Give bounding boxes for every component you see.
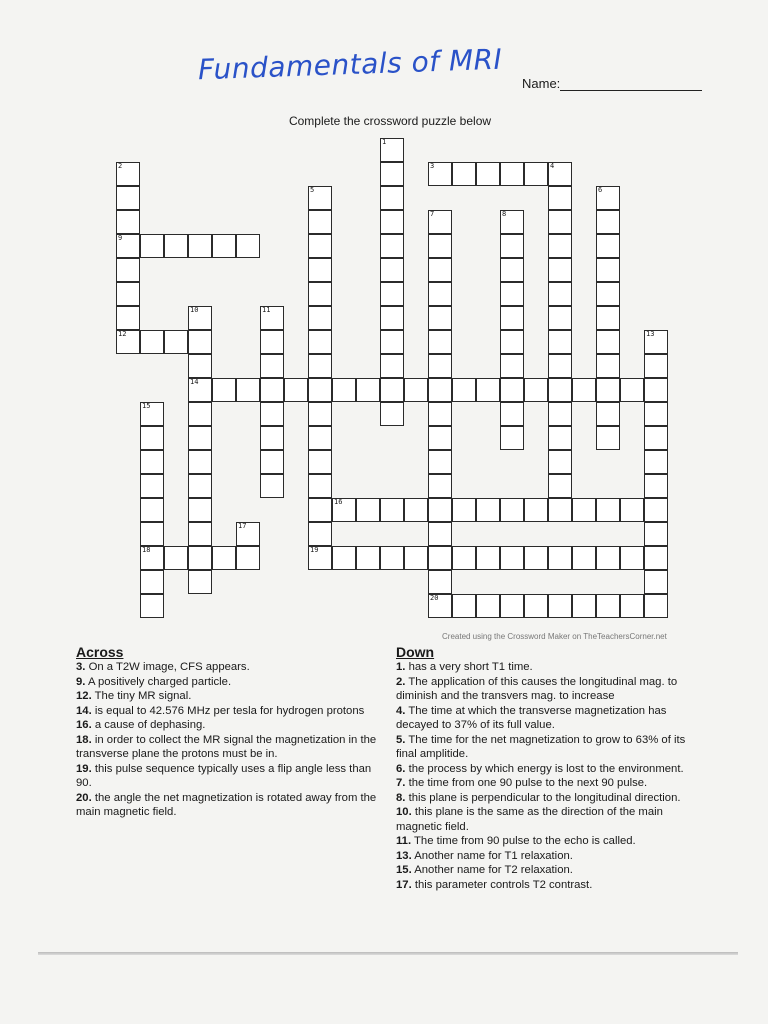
crossword-cell[interactable] bbox=[596, 378, 620, 402]
across-clue bbox=[76, 791, 388, 820]
crossword-cell[interactable] bbox=[572, 378, 596, 402]
down-clue bbox=[396, 660, 706, 675]
crossword-cell[interactable] bbox=[380, 282, 404, 306]
clue-number: 20 bbox=[430, 594, 439, 602]
crossword-cell[interactable] bbox=[380, 138, 404, 162]
crossword-cell[interactable] bbox=[164, 330, 188, 354]
crossword-cell[interactable] bbox=[548, 330, 572, 354]
crossword-cell[interactable] bbox=[644, 546, 668, 570]
clue-number: 8 bbox=[502, 210, 507, 218]
crossword-cell[interactable] bbox=[332, 546, 356, 570]
crossword-cell[interactable] bbox=[116, 258, 140, 282]
crossword-cell[interactable] bbox=[380, 234, 404, 258]
clue-number: 16 bbox=[334, 498, 343, 506]
crossword-cell[interactable] bbox=[164, 234, 188, 258]
clue-text: this plane is perpendicular to the longitudinal direction. bbox=[408, 791, 681, 804]
clue-text: this parameter controls T2 contrast. bbox=[414, 878, 593, 891]
crossword-cell[interactable] bbox=[380, 330, 404, 354]
crossword-cell[interactable] bbox=[308, 210, 332, 234]
crossword-cell[interactable] bbox=[428, 594, 452, 618]
across-clue bbox=[76, 675, 388, 690]
crossword-cell[interactable] bbox=[500, 330, 524, 354]
across-heading: Across bbox=[76, 644, 124, 660]
clue-number: 6. bbox=[396, 762, 406, 775]
crossword-cell[interactable] bbox=[188, 546, 212, 570]
crossword-cell[interactable] bbox=[380, 402, 404, 426]
crossword-cell[interactable] bbox=[428, 210, 452, 234]
crossword-cell[interactable] bbox=[260, 378, 284, 402]
crossword-cell[interactable] bbox=[116, 330, 140, 354]
crossword-cell[interactable] bbox=[500, 282, 524, 306]
crossword-cell[interactable] bbox=[140, 474, 164, 498]
down-clue bbox=[396, 675, 706, 704]
clue-number: 12. bbox=[76, 690, 92, 702]
clue-text: The time from 90 pulse to the echo is called. bbox=[414, 835, 636, 847]
crossword-cell[interactable] bbox=[308, 282, 332, 306]
down-clue bbox=[396, 791, 706, 806]
crossword-cell[interactable] bbox=[596, 282, 620, 306]
crossword-cell[interactable] bbox=[188, 522, 212, 546]
crossword-cell[interactable] bbox=[428, 330, 452, 354]
clue-number: 14 bbox=[190, 378, 199, 386]
clue-number: 9. bbox=[76, 675, 86, 688]
crossword-cell[interactable] bbox=[404, 498, 428, 522]
crossword-cell[interactable] bbox=[140, 450, 164, 474]
crossword-cell[interactable] bbox=[260, 306, 284, 330]
crossword-cell[interactable] bbox=[308, 522, 332, 546]
crossword-cell[interactable] bbox=[140, 594, 164, 618]
crossword-cell[interactable] bbox=[644, 570, 668, 594]
crossword-cell[interactable] bbox=[596, 306, 620, 330]
name-label: Name: bbox=[522, 76, 561, 91]
crossword-cell[interactable] bbox=[188, 306, 212, 330]
page-divider bbox=[38, 952, 738, 955]
crossword-cell[interactable] bbox=[428, 474, 452, 498]
crossword-cell[interactable] bbox=[188, 498, 212, 522]
crossword-cell[interactable] bbox=[188, 354, 212, 378]
crossword-cell[interactable] bbox=[548, 450, 572, 474]
clue-number: 10 bbox=[190, 306, 199, 314]
clue-number: 14. bbox=[76, 704, 92, 717]
crossword-cell[interactable] bbox=[332, 498, 356, 522]
crossword-cell[interactable] bbox=[404, 378, 428, 402]
crossword-cell[interactable] bbox=[308, 546, 332, 570]
clue-text: the process by which energy is lost to the environment. bbox=[408, 762, 684, 775]
crossword-cell[interactable] bbox=[356, 378, 380, 402]
crossword-cell[interactable] bbox=[644, 594, 668, 618]
crossword-cell[interactable] bbox=[596, 330, 620, 354]
clue-number: 18. bbox=[76, 733, 92, 746]
crossword-cell[interactable] bbox=[476, 162, 500, 186]
clue-number: 2 bbox=[118, 162, 123, 170]
down-clue bbox=[396, 849, 706, 864]
crossword-cell[interactable] bbox=[428, 426, 452, 450]
clue-number: 7. bbox=[396, 777, 406, 789]
clue-number: 19 bbox=[310, 546, 319, 554]
crossword-cell[interactable] bbox=[308, 186, 332, 210]
crossword-cell[interactable] bbox=[428, 282, 452, 306]
crossword-cell[interactable] bbox=[620, 594, 644, 618]
crossword-cell[interactable] bbox=[500, 402, 524, 426]
down-clue bbox=[396, 834, 706, 849]
clue-number: 7 bbox=[430, 210, 435, 218]
crossword-cell[interactable] bbox=[380, 354, 404, 378]
crossword-cell[interactable] bbox=[644, 378, 668, 402]
crossword-cell[interactable] bbox=[524, 378, 548, 402]
crossword-cell[interactable] bbox=[380, 162, 404, 186]
crossword-cell[interactable] bbox=[548, 282, 572, 306]
crossword-cell[interactable] bbox=[596, 258, 620, 282]
crossword-cell[interactable] bbox=[524, 594, 548, 618]
crossword-cell[interactable] bbox=[308, 378, 332, 402]
clue-number: 8. bbox=[396, 791, 406, 804]
crossword-cell[interactable] bbox=[596, 210, 620, 234]
crossword-cell[interactable] bbox=[452, 546, 476, 570]
clue-text: a cause of dephasing. bbox=[94, 719, 206, 731]
crossword-cell[interactable] bbox=[188, 378, 212, 402]
clue-number: 16. bbox=[76, 719, 92, 731]
clue-text: The time for the net magnetization to grow to 63% of its final amplitide. bbox=[396, 733, 686, 760]
crossword-cell[interactable] bbox=[380, 498, 404, 522]
crossword-cell[interactable] bbox=[260, 450, 284, 474]
down-clue bbox=[396, 733, 706, 762]
crossword-cell[interactable] bbox=[140, 570, 164, 594]
crossword-cell[interactable] bbox=[260, 330, 284, 354]
crossword-cell[interactable] bbox=[596, 234, 620, 258]
crossword-cell[interactable] bbox=[116, 162, 140, 186]
credit-text: Created using the Crossword Maker on TheTeachersCorner.net bbox=[442, 632, 667, 641]
crossword-cell[interactable] bbox=[236, 522, 260, 546]
crossword-cell[interactable] bbox=[548, 378, 572, 402]
crossword-cell[interactable] bbox=[596, 186, 620, 210]
crossword-cell[interactable] bbox=[548, 474, 572, 498]
crossword-cell[interactable] bbox=[500, 498, 524, 522]
crossword-cell[interactable] bbox=[116, 282, 140, 306]
across-clue bbox=[76, 660, 388, 675]
clue-number: 13 bbox=[646, 330, 655, 338]
crossword-cell[interactable] bbox=[428, 258, 452, 282]
clue-number: 2. bbox=[396, 675, 406, 688]
crossword-cell[interactable] bbox=[164, 546, 188, 570]
crossword-cell[interactable] bbox=[452, 498, 476, 522]
clue-text: has a very short T1 time. bbox=[408, 661, 533, 673]
down-clue bbox=[396, 805, 706, 834]
crossword-cell[interactable] bbox=[308, 498, 332, 522]
crossword-cell[interactable] bbox=[140, 426, 164, 450]
crossword-cell[interactable] bbox=[596, 402, 620, 426]
crossword-cell[interactable] bbox=[284, 378, 308, 402]
crossword-cell[interactable] bbox=[596, 546, 620, 570]
crossword-cell[interactable] bbox=[116, 306, 140, 330]
crossword-cell[interactable] bbox=[188, 330, 212, 354]
crossword-cell[interactable] bbox=[356, 546, 380, 570]
down-clue bbox=[396, 863, 706, 878]
crossword-cell[interactable] bbox=[188, 426, 212, 450]
across-clue bbox=[76, 718, 388, 733]
crossword-cell[interactable] bbox=[308, 450, 332, 474]
crossword-cell[interactable] bbox=[620, 498, 644, 522]
clue-number: 5. bbox=[396, 733, 406, 746]
crossword-cell[interactable] bbox=[548, 306, 572, 330]
crossword-cell[interactable] bbox=[356, 498, 380, 522]
crossword-cell[interactable] bbox=[188, 234, 212, 258]
crossword-cell[interactable] bbox=[212, 378, 236, 402]
crossword-cell[interactable] bbox=[308, 306, 332, 330]
down-clue-list bbox=[396, 660, 706, 892]
crossword-cell[interactable] bbox=[428, 306, 452, 330]
crossword-cell[interactable] bbox=[572, 594, 596, 618]
crossword-cell[interactable] bbox=[428, 402, 452, 426]
crossword-cell[interactable] bbox=[644, 402, 668, 426]
crossword-cell[interactable] bbox=[500, 234, 524, 258]
clue-number: 11. bbox=[396, 835, 412, 847]
across-clue bbox=[76, 762, 388, 791]
crossword-cell[interactable] bbox=[524, 498, 548, 522]
crossword-cell[interactable] bbox=[236, 378, 260, 402]
crossword-cell[interactable] bbox=[140, 402, 164, 426]
crossword-cell[interactable] bbox=[116, 186, 140, 210]
clue-text: this plane is the same as the direction of the main magnetic field. bbox=[396, 806, 663, 833]
crossword-cell[interactable] bbox=[260, 426, 284, 450]
crossword-cell[interactable] bbox=[500, 426, 524, 450]
crossword-cell[interactable] bbox=[308, 354, 332, 378]
across-clue bbox=[76, 689, 388, 704]
clue-number: 4 bbox=[550, 162, 555, 170]
crossword-cell[interactable] bbox=[140, 546, 164, 570]
clue-number: 4. bbox=[396, 704, 406, 717]
crossword-cell[interactable] bbox=[548, 426, 572, 450]
crossword-cell[interactable] bbox=[596, 594, 620, 618]
crossword-cell[interactable] bbox=[308, 402, 332, 426]
across-clue bbox=[76, 704, 388, 719]
crossword-cell[interactable] bbox=[140, 330, 164, 354]
clue-number: 9 bbox=[118, 234, 123, 242]
down-clue bbox=[396, 704, 706, 733]
down-clue bbox=[396, 776, 706, 791]
clue-number: 15 bbox=[142, 402, 151, 410]
clue-number: 12 bbox=[118, 330, 127, 338]
clue-text: the angle the net magnetization is rotated away from the main magnetic field. bbox=[76, 791, 377, 818]
clue-number: 19. bbox=[76, 762, 92, 775]
clue-text: is equal to 42.576 MHz per tesla for hydrogen protons bbox=[94, 704, 365, 717]
clue-text: in order to collect the MR signal the magnetization in the transverse plane the protons must be in. bbox=[76, 733, 377, 760]
crossword-cell[interactable] bbox=[476, 546, 500, 570]
crossword-cell[interactable] bbox=[500, 162, 524, 186]
crossword-cell[interactable] bbox=[260, 402, 284, 426]
crossword-cell[interactable] bbox=[308, 258, 332, 282]
crossword-cell[interactable] bbox=[380, 378, 404, 402]
crossword-cell[interactable] bbox=[500, 546, 524, 570]
clue-number: 17 bbox=[238, 522, 247, 530]
clue-number: 20. bbox=[76, 791, 92, 804]
crossword-cell[interactable] bbox=[260, 354, 284, 378]
crossword-cell[interactable] bbox=[116, 234, 140, 258]
crossword-cell[interactable] bbox=[596, 426, 620, 450]
clue-number: 5 bbox=[310, 186, 315, 194]
crossword-cell[interactable] bbox=[380, 186, 404, 210]
down-clue bbox=[396, 762, 706, 777]
crossword-cell[interactable] bbox=[644, 474, 668, 498]
crossword-cell[interactable] bbox=[644, 330, 668, 354]
crossword-cell[interactable] bbox=[188, 474, 212, 498]
crossword-cell[interactable] bbox=[404, 546, 428, 570]
clue-text: Another name for T2 relaxation. bbox=[414, 864, 573, 876]
instructions: Complete the crossword puzzle below bbox=[288, 114, 492, 128]
crossword-cell[interactable] bbox=[500, 306, 524, 330]
crossword-cell[interactable] bbox=[500, 354, 524, 378]
crossword-cell[interactable] bbox=[428, 570, 452, 594]
clue-text: the time from one 90 pulse to the next 90 pulse. bbox=[408, 777, 648, 789]
clue-number: 3. bbox=[76, 661, 86, 673]
clue-text: this pulse sequence typically uses a flip angle less than 90. bbox=[76, 762, 372, 789]
crossword-cell[interactable] bbox=[308, 234, 332, 258]
crossword-cell[interactable] bbox=[380, 546, 404, 570]
crossword-cell[interactable] bbox=[548, 402, 572, 426]
crossword-cell[interactable] bbox=[236, 546, 260, 570]
crossword-cell[interactable] bbox=[260, 474, 284, 498]
clue-number: 18 bbox=[142, 546, 151, 554]
crossword-cell[interactable] bbox=[428, 162, 452, 186]
clue-number: 1 bbox=[382, 138, 387, 146]
clue-number: 11 bbox=[262, 306, 271, 314]
crossword-cell[interactable] bbox=[428, 450, 452, 474]
crossword-cell[interactable] bbox=[644, 354, 668, 378]
crossword-cell[interactable] bbox=[596, 354, 620, 378]
crossword-cell[interactable] bbox=[548, 210, 572, 234]
clue-text: The application of this causes the longitudinal mag. to diminish and the transvers mag. to increase bbox=[396, 675, 678, 702]
name-line bbox=[560, 90, 702, 91]
across-clue bbox=[76, 733, 388, 762]
crossword-cell[interactable] bbox=[476, 378, 500, 402]
crossword-cell[interactable] bbox=[548, 258, 572, 282]
crossword-cell[interactable] bbox=[548, 498, 572, 522]
crossword-cell[interactable] bbox=[140, 522, 164, 546]
crossword-cell[interactable] bbox=[644, 426, 668, 450]
clue-number: 6 bbox=[598, 186, 603, 194]
crossword-cell[interactable] bbox=[644, 498, 668, 522]
page-title: Fundamentals of MRI bbox=[197, 42, 503, 87]
crossword-cell[interactable] bbox=[212, 234, 236, 258]
clue-text: A positively charged particle. bbox=[87, 675, 232, 688]
crossword-cell[interactable] bbox=[188, 570, 212, 594]
across-clue-list bbox=[76, 660, 388, 820]
crossword-cell[interactable] bbox=[548, 234, 572, 258]
crossword-cell[interactable] bbox=[428, 522, 452, 546]
crossword-cell[interactable] bbox=[620, 378, 644, 402]
crossword-cell[interactable] bbox=[428, 378, 452, 402]
crossword-cell[interactable] bbox=[548, 186, 572, 210]
crossword-cell[interactable] bbox=[212, 546, 236, 570]
crossword-cell[interactable] bbox=[548, 546, 572, 570]
clue-number: 10. bbox=[396, 806, 412, 818]
clue-number: 1. bbox=[396, 661, 406, 673]
crossword-cell[interactable] bbox=[188, 450, 212, 474]
crossword-cell[interactable] bbox=[380, 306, 404, 330]
clue-text: On a T2W image, CFS appears. bbox=[88, 661, 250, 673]
crossword-cell[interactable] bbox=[476, 498, 500, 522]
crossword-cell[interactable] bbox=[524, 162, 548, 186]
crossword-cell[interactable] bbox=[116, 210, 140, 234]
crossword-cell[interactable] bbox=[548, 354, 572, 378]
crossword-cell[interactable] bbox=[428, 234, 452, 258]
crossword-cell[interactable] bbox=[572, 498, 596, 522]
clue-number: 15. bbox=[396, 864, 412, 876]
crossword-cell[interactable] bbox=[476, 594, 500, 618]
down-heading: Down bbox=[396, 644, 435, 660]
clue-number: 3 bbox=[430, 162, 435, 170]
crossword-cell[interactable] bbox=[236, 234, 260, 258]
crossword-cell[interactable] bbox=[524, 546, 548, 570]
crossword-cell[interactable] bbox=[596, 498, 620, 522]
crossword-cell[interactable] bbox=[644, 522, 668, 546]
crossword-cell[interactable] bbox=[140, 498, 164, 522]
crossword-cell[interactable] bbox=[452, 594, 476, 618]
crossword-cell[interactable] bbox=[332, 378, 356, 402]
crossword-cell[interactable] bbox=[428, 546, 452, 570]
crossword-cell[interactable] bbox=[572, 546, 596, 570]
clue-text: The time at which the transverse magnetization has decayed to 37% of its full value. bbox=[396, 704, 667, 731]
crossword-cell[interactable] bbox=[308, 474, 332, 498]
clue-number: 17. bbox=[396, 878, 412, 891]
clue-text: The tiny MR signal. bbox=[94, 690, 192, 702]
crossword-cell[interactable] bbox=[620, 546, 644, 570]
crossword-cell[interactable] bbox=[548, 594, 572, 618]
crossword-cell[interactable] bbox=[500, 210, 524, 234]
crossword-cell[interactable] bbox=[500, 594, 524, 618]
crossword-cell[interactable] bbox=[140, 234, 164, 258]
crossword-cell[interactable] bbox=[380, 210, 404, 234]
crossword-cell[interactable] bbox=[380, 258, 404, 282]
crossword-cell[interactable] bbox=[428, 498, 452, 522]
crossword-cell[interactable] bbox=[548, 162, 572, 186]
crossword-cell[interactable] bbox=[452, 162, 476, 186]
clue-number: 13. bbox=[396, 849, 412, 862]
crossword-cell[interactable] bbox=[188, 402, 212, 426]
crossword-cell[interactable] bbox=[428, 354, 452, 378]
clue-text: Another name for T1 relaxation. bbox=[414, 849, 573, 862]
crossword-cell[interactable] bbox=[308, 426, 332, 450]
crossword-cell[interactable] bbox=[308, 330, 332, 354]
crossword-cell[interactable] bbox=[644, 450, 668, 474]
crossword-cell[interactable] bbox=[500, 378, 524, 402]
crossword-cell[interactable] bbox=[452, 378, 476, 402]
crossword-cell[interactable] bbox=[500, 258, 524, 282]
down-clue bbox=[396, 878, 706, 893]
